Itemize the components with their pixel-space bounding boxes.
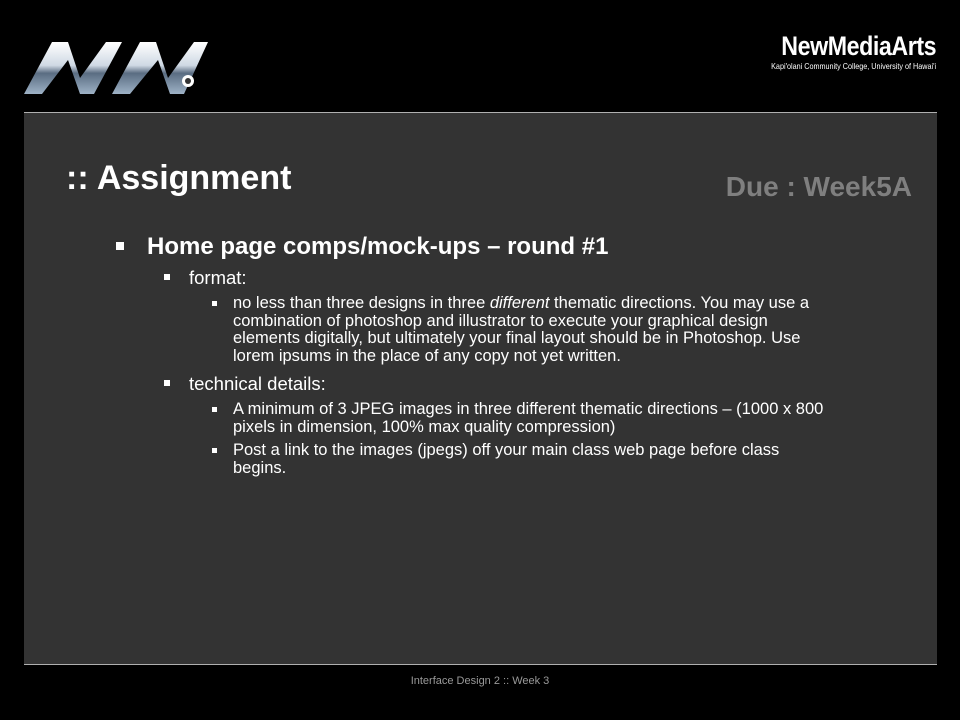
main-bullet-text: Home page comps/mock-ups – round #1 bbox=[147, 233, 609, 260]
square-bullet-icon bbox=[212, 448, 217, 453]
nma-logo-icon bbox=[22, 36, 214, 98]
emphasis: different bbox=[489, 294, 550, 312]
footer-text: Interface Design 2 :: Week 3 bbox=[410, 675, 550, 687]
format-item bbox=[210, 295, 834, 365]
technical-item bbox=[210, 442, 834, 477]
square-bullet-icon bbox=[164, 274, 170, 280]
nma-logo bbox=[22, 36, 214, 98]
format-bullet bbox=[162, 266, 834, 289]
technical-label: technical details: bbox=[189, 373, 326, 394]
slide-content bbox=[114, 231, 834, 477]
format-item-text: no less than three designs in three different thematic directions. You may use a combination of photoshop and illustrator to execute your graphical design elements digitally, but ultimately your final layout should be in Photoshop. Use lorem ipsums in the place of any copy not yet written. bbox=[233, 294, 810, 365]
square-bullet-icon bbox=[164, 380, 170, 386]
technical-item-text: Post a link to the images (jpegs) off your main class web page before class begins. bbox=[233, 441, 780, 477]
square-bullet-icon bbox=[212, 407, 217, 412]
technical-item bbox=[210, 401, 834, 436]
brand-name: NewMediaArts bbox=[781, 31, 936, 61]
brand-subtitle: Kapi'olani Community College, University of Hawai'i bbox=[771, 61, 936, 71]
format-label: format: bbox=[189, 267, 247, 288]
bottom-divider bbox=[24, 664, 937, 665]
technical-item-text: A minimum of 3 JPEG images in three different thematic directions – (1000 x 800 pixels in dimension, 100% max quality compression) bbox=[233, 400, 824, 436]
square-bullet-icon bbox=[212, 301, 217, 306]
technical-bullet bbox=[162, 372, 834, 395]
square-bullet-icon bbox=[116, 242, 124, 250]
main-bullet bbox=[114, 231, 834, 263]
slide-title: :: Assignment bbox=[66, 159, 292, 197]
brand bbox=[742, 31, 936, 71]
due-label: Due : Week5A bbox=[725, 171, 912, 202]
